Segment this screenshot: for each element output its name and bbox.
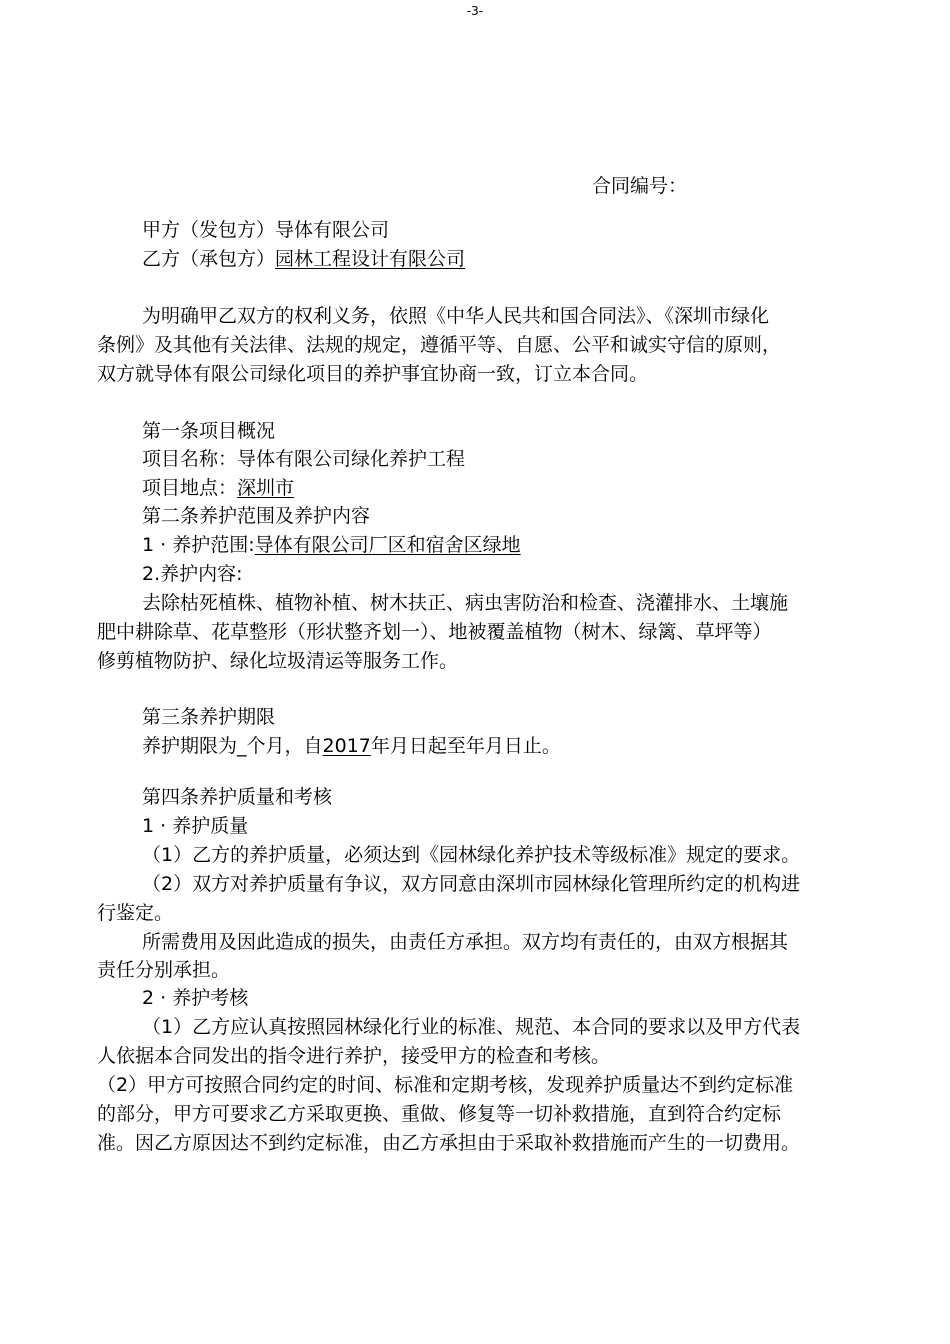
project-location-line: [142, 476, 294, 500]
party-b-name: 园林工程设计有限公司: [275, 248, 466, 270]
intro-line-1: 为明确甲乙双方的权利义务，依照《中华人民共和国合同法》、《深圳市绿化: [142, 305, 770, 327]
quality-line-4: 所需费用及因此造成的损失，由责任方承担。双方均有责任的，由双方根据其: [142, 931, 789, 953]
project-name-value: 导体有限公司绿化养护工程: [237, 448, 466, 470]
scope-value: 导体有限公司厂区和宿舍区绿地: [254, 534, 521, 556]
assessment-line-5: 准。因乙方原因达不到约定标准，由乙方承担由于采取补救措施而产生的一切费用。: [97, 1132, 801, 1154]
content-label: 2.养护内容:: [142, 563, 243, 585]
quality-line-3: 行鉴定。: [97, 902, 174, 924]
content-line-2: 肥中耕除草、花草整形（形状整齐划一）、地被覆盖植物（树木、绿篱、草坪等）: [97, 621, 772, 643]
project-name-label: 项目名称：: [142, 448, 238, 470]
intro-line-3: 双方就导体有限公司绿化项目的养护事宜协商一致，订立本合同。: [97, 363, 649, 385]
party-b-label: 乙方（承包方）: [142, 248, 276, 270]
quality-line-5: 责任分别承担。: [97, 959, 231, 981]
content-line-3: 修剪植物防护、绿化垃圾清运等服务工作。: [97, 650, 459, 672]
project-location-value: 深圳市: [237, 477, 295, 499]
quality-line-1: （1）乙方的养护质量，必须达到《园林绿化养护技术等级标准》规定的要求。: [142, 844, 801, 866]
period-year: 2017: [322, 735, 371, 757]
project-location-label: 项目地点：: [142, 477, 238, 499]
period-prefix: 养护期限为_个月，自: [142, 735, 323, 757]
quality-line-2: （2）双方对养护质量有争议，双方同意由深圳市园林绿化管理所约定的机构进: [142, 873, 801, 895]
assessment-line-1: （1）乙方应认真按照园林绿化行业的标准、规范、本合同的要求以及甲方代表: [142, 1016, 801, 1038]
article2-title: 第二条养护范围及养护内容: [142, 505, 371, 527]
assessment-line-3: （2）甲方可按照合同约定的时间、标准和定期考核，发现养护质量达不到约定标准: [97, 1074, 794, 1096]
party-a-label: 甲方（发包方）: [142, 219, 276, 241]
scope-line: [142, 533, 521, 557]
party-b-line: [142, 247, 465, 271]
party-a-line: [142, 218, 389, 242]
article4-title: 第四条养护质量和考核: [142, 786, 333, 808]
contract-number-label: 合同编号：: [592, 175, 688, 197]
page-number: -3-: [466, 4, 484, 18]
period-suffix: 年月日起至年月日止。: [370, 735, 561, 757]
content-line-1: 去除枯死植株、植物补植、树木扶正、病虫害防治和检查、浇灌排水、土壤施: [142, 592, 789, 614]
article1-title: 第一条项目概况: [142, 420, 276, 442]
article3-title: 第三条养护期限: [142, 706, 276, 728]
assessment-label: 2 · 养护考核: [142, 987, 249, 1009]
assessment-line-4: 的部分，甲方可要求乙方采取更换、重做、修复等一切补救措施，直到符合约定标: [97, 1103, 782, 1125]
assessment-line-2: 人依据本合同发出的指令进行养护，接受甲方的检查和考核。: [97, 1045, 611, 1067]
intro-line-2: 条例》及其他有关法律、法规的规定，遵循平等、自愿、公平和诚实守信的原则，: [97, 334, 782, 356]
scope-label: 1 · 养护范围:: [142, 534, 255, 556]
party-a-name: 导体有限公司: [275, 219, 390, 241]
period-line: [142, 734, 561, 758]
project-name-line: [142, 447, 465, 471]
quality-label: 1 · 养护质量: [142, 815, 249, 837]
